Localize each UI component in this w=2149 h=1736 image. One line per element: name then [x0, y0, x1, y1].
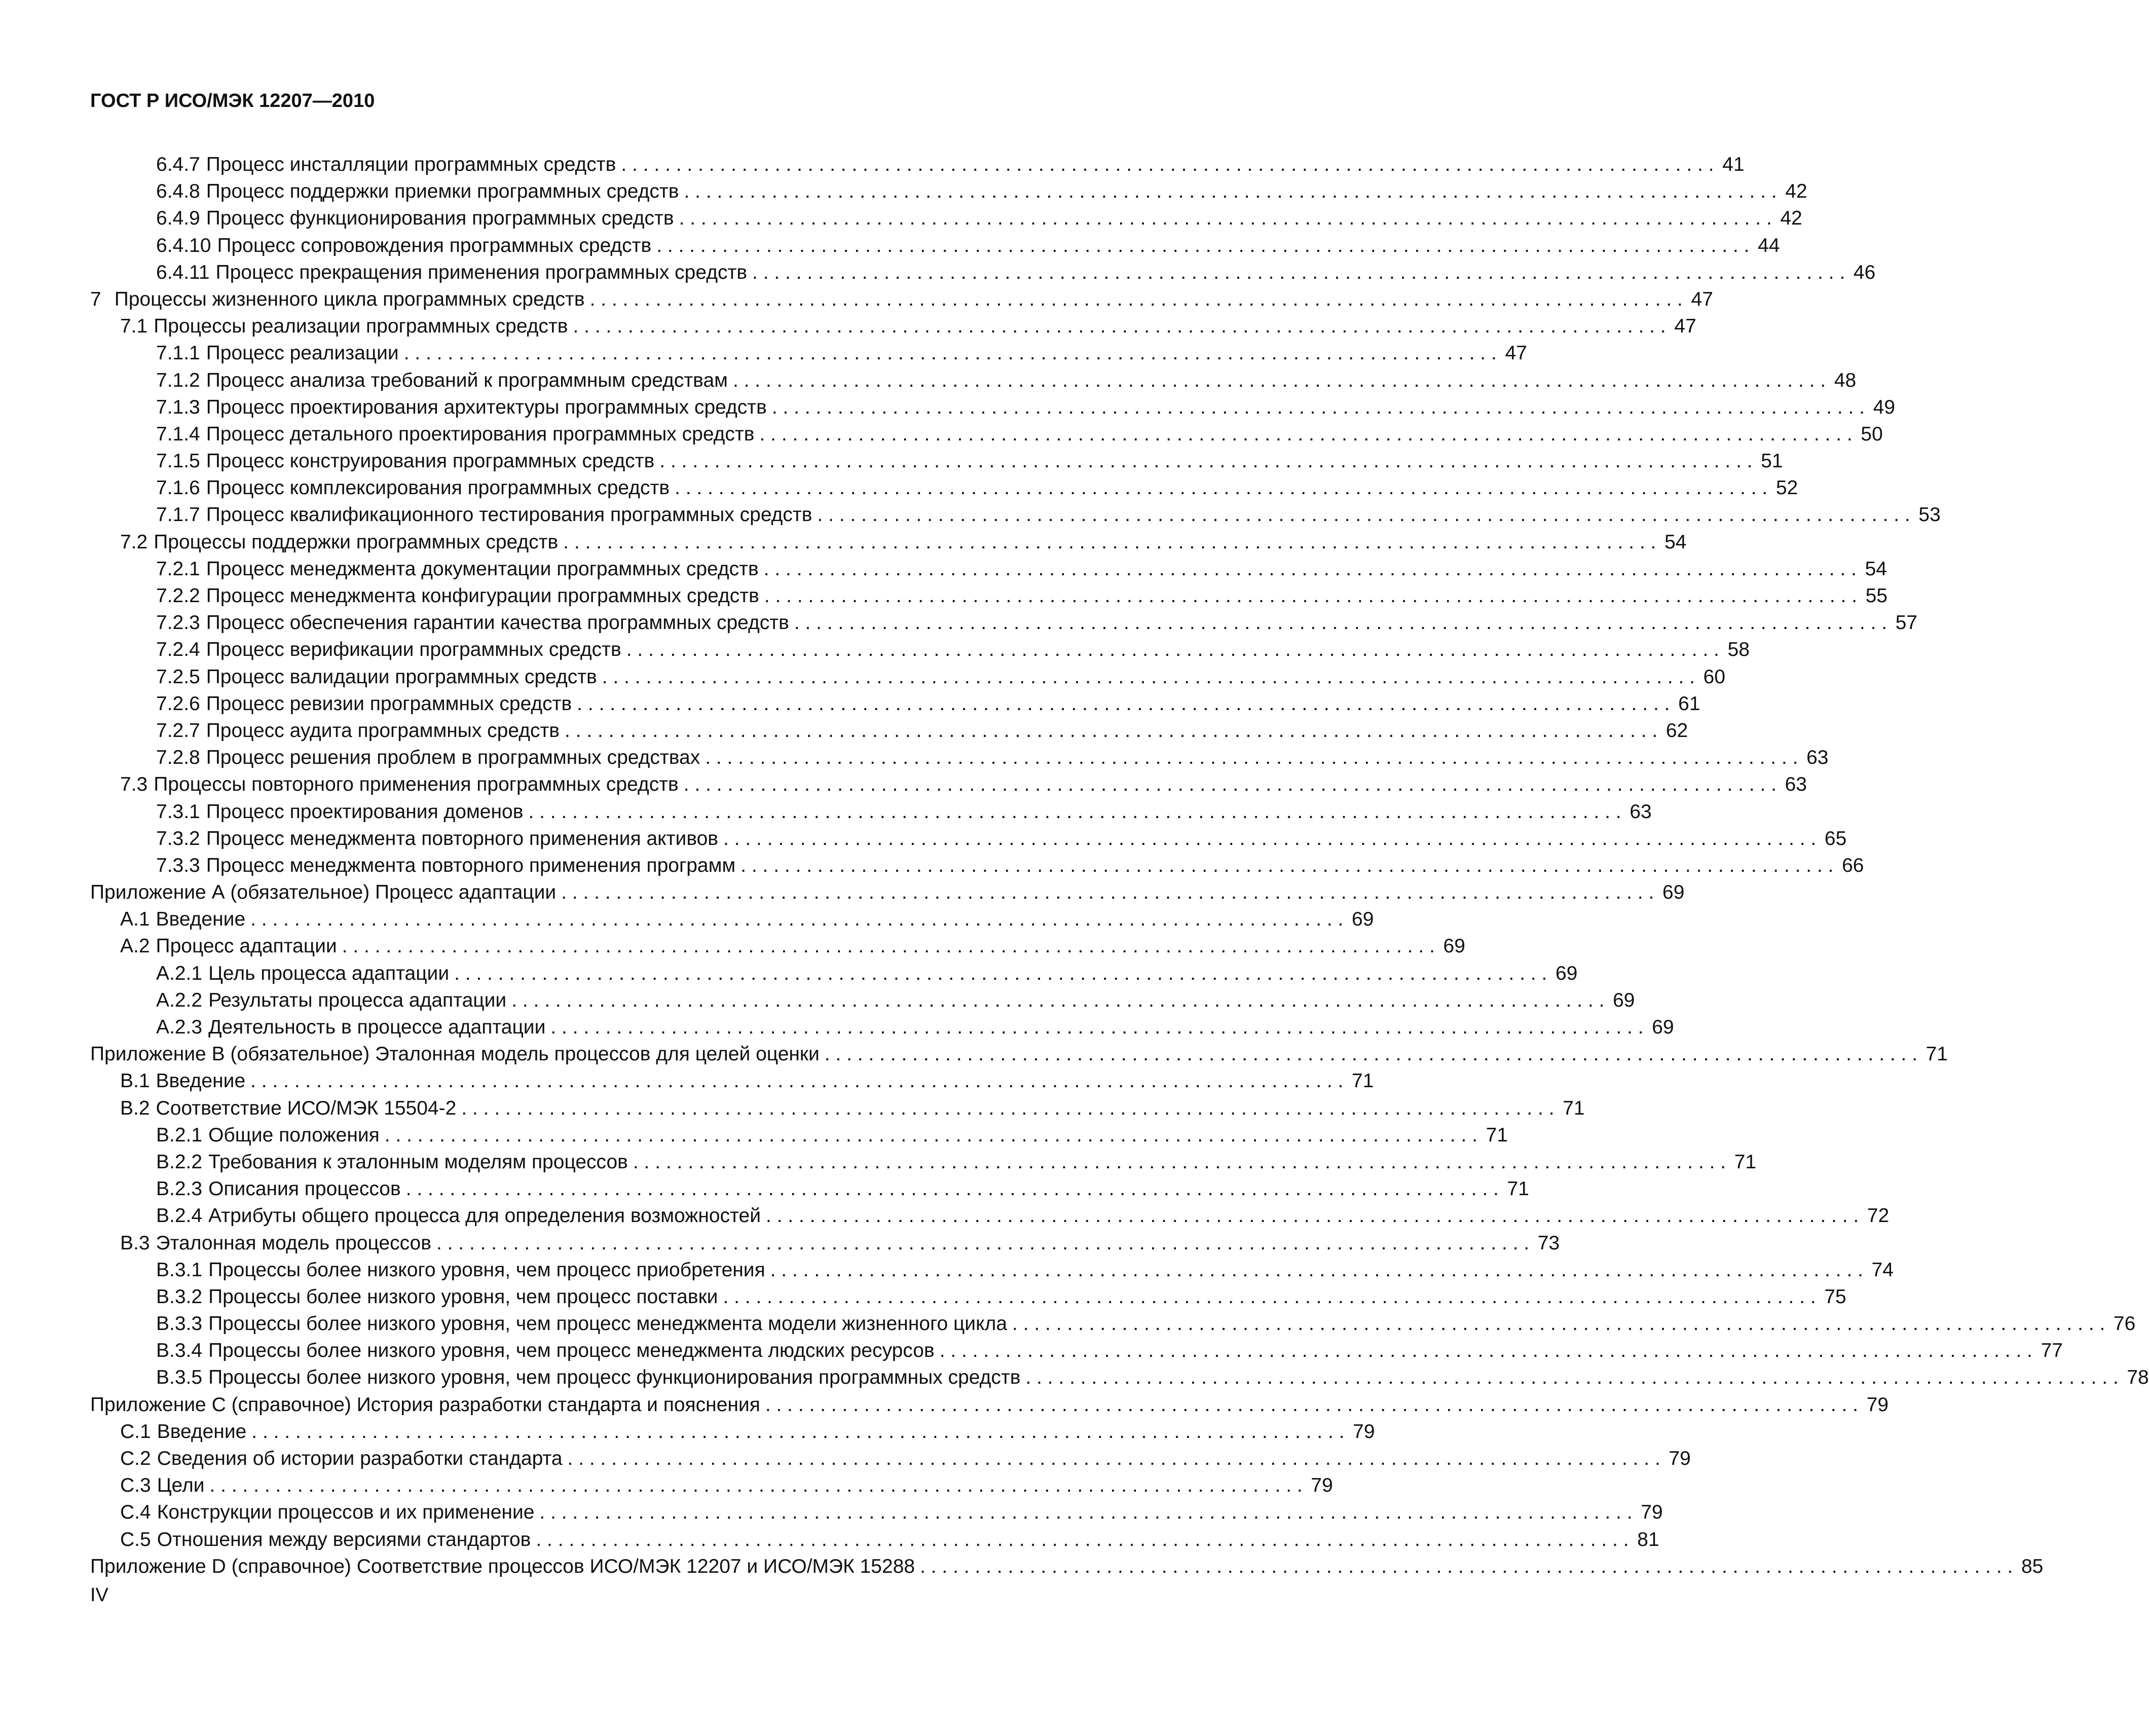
- dot-leader: [250, 906, 1343, 933]
- toc-entry-title: Процессы повторного применения программных средств: [154, 773, 679, 796]
- dot-leader: [1025, 1364, 2118, 1391]
- toc-entry-title: Процессы более низкого уровня, чем процесс менеджмента людских ресурсов: [208, 1340, 935, 1362]
- dot-leader: [1012, 1310, 2105, 1337]
- toc-entry-number: 7.2.7: [156, 719, 200, 742]
- toc-entry: [90, 744, 1829, 771]
- toc-entry-title: Приложение А (обязательное) Процесс адаптации: [90, 881, 557, 904]
- toc-entry: [90, 1283, 1846, 1310]
- toc-entry: [90, 205, 1802, 232]
- toc-entry: [90, 1526, 1659, 1553]
- dot-leader: [766, 1202, 1859, 1229]
- toc-entry-page: 54: [1865, 558, 1887, 580]
- toc-entry-title: Эталонная модель процессов: [156, 1232, 431, 1254]
- toc-entry: [90, 609, 1918, 636]
- toc-entry-number: 7.2.2: [156, 585, 200, 607]
- toc-entry-page: 74: [1871, 1259, 1894, 1281]
- toc-entry: [90, 394, 1896, 421]
- toc-entry: [90, 636, 1750, 663]
- toc-entry-number: С.1: [120, 1420, 151, 1443]
- toc-entry-page: 85: [2021, 1555, 2044, 1577]
- toc-entry-number: 6.4.11: [156, 261, 210, 283]
- dot-leader: [528, 798, 1621, 825]
- toc-entry-number: 7: [90, 288, 101, 310]
- toc-entry-number: В.3: [120, 1232, 150, 1254]
- toc-entry-title: Процессы более низкого уровня, чем процесс приобретения: [208, 1259, 765, 1281]
- toc-entry-page: 63: [1785, 773, 1807, 796]
- toc-entry: [90, 556, 1887, 582]
- toc-entry-number: 7.1.6: [156, 477, 200, 499]
- toc-entry: [90, 1095, 1585, 1122]
- toc-entry-number: С.3: [120, 1474, 151, 1497]
- toc-entry-page: 41: [1722, 154, 1745, 175]
- toc-entry-title: Отношения между версиями стандартов: [157, 1528, 531, 1550]
- toc-entry-page: 51: [1761, 450, 1783, 472]
- toc-entry-title: Процесс верификации программных средств: [206, 639, 621, 661]
- toc-entry-number: 7.2.1: [156, 558, 200, 580]
- dot-leader: [454, 960, 1547, 987]
- dot-leader: [723, 825, 1816, 852]
- toc-entry-page: 78: [2127, 1366, 2149, 1389]
- toc-entry-page: 79: [1641, 1501, 1663, 1524]
- toc-entry: [90, 340, 1527, 366]
- toc-entry-page: 75: [1824, 1285, 1846, 1308]
- dot-leader: [684, 178, 1776, 205]
- toc-entry: [90, 1067, 1374, 1094]
- dot-leader: [825, 1041, 1917, 1067]
- toc-entry: [90, 421, 1883, 448]
- dot-leader: [568, 1445, 1660, 1472]
- toc-entry-page: 81: [1637, 1528, 1659, 1550]
- toc-entry-title: Результаты процесса адаптации: [208, 989, 507, 1011]
- toc-entry-title: Описания процессов: [208, 1178, 401, 1200]
- toc-entry-number: 6.4.10: [156, 234, 211, 256]
- toc-entry-title: Приложение В (обязательное) Эталонная модель процессов для целей оценки: [90, 1043, 820, 1065]
- toc-entry-title: Процессы реализации программных средств: [154, 315, 568, 338]
- dot-leader: [675, 474, 1767, 501]
- toc-entry-title: Процесс валидации программных средств: [206, 666, 597, 688]
- toc-entry-page: 76: [2113, 1313, 2136, 1335]
- toc-entry-title: Процессы жизненного цикла программных средств: [114, 288, 585, 310]
- toc-entry: [90, 1472, 1333, 1499]
- toc-entry: [90, 1310, 2136, 1337]
- toc-entry: [90, 690, 1700, 717]
- toc-entry-page: 58: [1727, 639, 1750, 661]
- toc-entry-title: Процесс анализа требований к программным средствам: [206, 369, 728, 391]
- toc-entry: [90, 501, 1941, 528]
- toc-entry-title: Цели: [157, 1474, 205, 1497]
- toc-entry-page: 50: [1861, 423, 1883, 445]
- toc-entry-page: 47: [1674, 315, 1696, 338]
- dot-leader: [436, 1230, 1529, 1257]
- toc-entry-title: Процесс ревизии программных средств: [206, 692, 572, 715]
- toc-entry-page: 47: [1505, 342, 1527, 364]
- toc-entry-number: 7.3.1: [156, 800, 200, 823]
- toc-entry-title: Процессы более низкого уровня, чем процесс поставки: [208, 1285, 718, 1308]
- toc-entry: [90, 313, 1696, 340]
- toc-entry: [90, 1230, 1560, 1257]
- toc-entry-title: Приложение D (справочное) Соответствие процессов ИСО/МЭК 12207 и ИСО/МЭК 15288: [90, 1555, 915, 1577]
- toc-entry: [90, 1149, 1757, 1175]
- toc-entry: [90, 582, 1888, 609]
- toc-entry-title: Процессы поддержки программных средств: [154, 531, 559, 553]
- toc-entry-title: Процесс квалификационного тестирования программных средств: [206, 504, 812, 526]
- toc-entry: [90, 663, 1726, 690]
- toc-entry: [90, 367, 1857, 394]
- toc-entry-page: 49: [1873, 396, 1896, 418]
- dot-leader: [659, 448, 1752, 474]
- dot-leader: [404, 340, 1497, 366]
- toc-entry-page: 54: [1664, 531, 1687, 553]
- dot-leader: [764, 556, 1857, 582]
- dot-leader: [794, 609, 1887, 636]
- toc-entry-number: 7.2: [120, 531, 148, 553]
- toc-entry-number: А.2.1: [156, 962, 203, 984]
- toc-entry-number: В.2.4: [156, 1205, 203, 1227]
- dot-leader: [602, 663, 1695, 690]
- dot-leader: [385, 1122, 1477, 1149]
- toc-entry-page: 71: [1563, 1097, 1585, 1119]
- toc-entry-number: 7.3.2: [156, 827, 200, 849]
- dot-leader: [679, 205, 1772, 232]
- dot-leader: [684, 771, 1776, 798]
- toc-entry: [90, 232, 1780, 259]
- dot-leader: [590, 286, 1683, 313]
- toc-entry-page: 71: [1352, 1070, 1374, 1092]
- toc-entry-title: Процесс комплексирования программных средств: [206, 477, 670, 499]
- toc-entry-title: Введение: [157, 1420, 247, 1443]
- toc-entry: [90, 1364, 2149, 1391]
- toc-entry-number: В.3.2: [156, 1285, 203, 1308]
- toc-entry-title: Соответствие ИСО/МЭК 15504-2: [156, 1097, 457, 1119]
- toc-entry-title: Процесс менеджмента повторного применения программ: [206, 854, 736, 876]
- toc-entry-page: 71: [1486, 1124, 1508, 1146]
- toc-entry: [90, 717, 1688, 744]
- toc-entry-page: 60: [1703, 666, 1726, 688]
- toc-entry-number: С.4: [120, 1501, 151, 1524]
- toc-entry-number: В.3.4: [156, 1340, 203, 1362]
- dot-leader: [770, 1257, 1863, 1283]
- toc-entry-page: 71: [1507, 1178, 1529, 1200]
- table-of-contents: [90, 151, 2149, 1580]
- toc-entry-number: А.1: [120, 908, 150, 931]
- toc-entry-page: 44: [1758, 234, 1780, 256]
- toc-entry: [90, 825, 1847, 852]
- toc-entry-number: 7.3.3: [156, 854, 200, 876]
- dot-leader: [251, 1418, 1344, 1445]
- toc-entry-number: В.1: [120, 1070, 150, 1092]
- toc-entry-number: В.2.2: [156, 1151, 203, 1173]
- toc-entry-number: 6.4.7: [156, 154, 200, 175]
- toc-entry: [90, 1445, 1691, 1472]
- toc-entry: [90, 771, 1807, 798]
- toc-entry: [90, 1391, 1889, 1418]
- toc-entry-title: Процесс обеспечения гарантии качества программных средств: [206, 612, 789, 634]
- toc-entry-page: 48: [1834, 369, 1857, 391]
- toc-entry-number: 7.1.1: [156, 342, 200, 364]
- toc-entry-page: 47: [1691, 288, 1713, 310]
- toc-entry-number: 7.2.3: [156, 612, 200, 634]
- toc-entry-page: 61: [1678, 692, 1700, 715]
- toc-entry-page: 69: [1555, 962, 1578, 984]
- dot-leader: [577, 690, 1670, 717]
- dot-leader: [765, 1391, 1858, 1418]
- dot-leader: [621, 151, 1714, 178]
- toc-entry: [90, 879, 1685, 906]
- toc-entry-page: 69: [1652, 1016, 1674, 1038]
- toc-entry-number: В.2: [120, 1097, 150, 1119]
- toc-entry-page: 79: [1866, 1393, 1889, 1416]
- toc-entry-page: 71: [1925, 1043, 1948, 1065]
- dot-leader: [920, 1553, 2013, 1580]
- toc-entry-number: 7.1.7: [156, 504, 200, 526]
- toc-entry-title: Введение: [156, 1070, 246, 1092]
- dot-leader: [940, 1337, 2032, 1364]
- toc-entry-number: 7.1: [120, 315, 148, 338]
- toc-entry: [90, 529, 1687, 556]
- toc-entry-number: В.3.5: [156, 1366, 203, 1389]
- toc-entry-page: 79: [1311, 1474, 1333, 1497]
- toc-entry-number: В.3.1: [156, 1259, 203, 1281]
- toc-entry-title: Процесс менеджмента документации программных средств: [206, 558, 759, 580]
- dot-leader: [733, 367, 1826, 394]
- dot-leader: [818, 501, 1910, 528]
- toc-entry-number: 7.2.5: [156, 666, 200, 688]
- toc-entry-title: Процесс менеджмента повторного применения активов: [206, 827, 719, 849]
- dot-leader: [656, 232, 1749, 259]
- toc-entry-title: Процесс сопровождения программных средств: [217, 234, 652, 256]
- toc-entry: [90, 1014, 1674, 1041]
- toc-entry: [90, 933, 1465, 959]
- toc-entry-number: В.3.3: [156, 1313, 203, 1335]
- toc-entry-page: 53: [1918, 504, 1941, 526]
- toc-entry-title: Процесс поддержки приемки программных средств: [206, 180, 679, 203]
- toc-entry-number: 7.2.8: [156, 747, 200, 769]
- toc-entry-title: Требования к эталонным моделям процессов: [208, 1151, 628, 1173]
- toc-entry-number: С.2: [120, 1448, 151, 1469]
- toc-entry-page: 42: [1780, 207, 1802, 230]
- toc-entry-page: 62: [1665, 719, 1688, 742]
- toc-entry-title: Деятельность в процессе адаптации: [208, 1016, 546, 1038]
- dot-leader: [536, 1526, 1628, 1553]
- dot-leader: [760, 421, 1852, 448]
- toc-entry-title: Процесс адаптации: [156, 935, 337, 957]
- dot-leader: [550, 1014, 1643, 1041]
- toc-entry-page: 69: [1613, 989, 1635, 1011]
- toc-entry-number: 7.1.5: [156, 450, 200, 472]
- dot-leader: [573, 313, 1666, 340]
- toc-entry-page: 63: [1806, 747, 1829, 769]
- dot-leader: [563, 529, 1656, 556]
- toc-entry-number: 7.1.2: [156, 369, 200, 391]
- toc-entry-title: Процесс проектирования архитектуры программных средств: [206, 396, 767, 418]
- toc-entry-title: Процесс инсталляции программных средств: [206, 154, 616, 175]
- toc-entry-number: 7.2.6: [156, 692, 200, 715]
- toc-entry-number: С.5: [120, 1528, 151, 1550]
- toc-entry: [90, 1418, 1375, 1445]
- toc-entry-title: Процесс реализации: [206, 342, 399, 364]
- toc-entry: [90, 1257, 1894, 1283]
- toc-entry: [90, 1202, 1889, 1229]
- toc-entry-page: 72: [1867, 1205, 1889, 1227]
- toc-entry-page: 69: [1662, 881, 1685, 904]
- toc-entry-title: Процесс проектирования доменов: [206, 800, 524, 823]
- dot-leader: [633, 1149, 1726, 1175]
- toc-entry: [90, 1175, 1529, 1202]
- toc-entry-number: А.2.2: [156, 989, 203, 1011]
- toc-entry-number: 7.1.3: [156, 396, 200, 418]
- toc-entry-title: Процесс менеджмента конфигурации программных средств: [206, 585, 759, 607]
- toc-entry: [90, 906, 1374, 933]
- toc-entry: [90, 798, 1652, 825]
- toc-entry-page: 79: [1669, 1448, 1691, 1469]
- toc-entry: [90, 1041, 1948, 1067]
- toc-entry: [90, 960, 1578, 987]
- toc-entry-page: 71: [1734, 1151, 1757, 1173]
- toc-entry-page: 66: [1842, 854, 1864, 876]
- dot-leader: [406, 1175, 1499, 1202]
- dot-leader: [626, 636, 1719, 663]
- toc-entry-title: Процесс решения проблем в программных средствах: [206, 747, 700, 769]
- toc-entry: [90, 1122, 1508, 1149]
- toc-entry-page: 69: [1443, 935, 1465, 957]
- toc-entry-number: 7.2.4: [156, 639, 200, 661]
- toc-entry-page: 79: [1353, 1420, 1375, 1443]
- toc-entry: [90, 448, 1783, 474]
- toc-entry: [90, 178, 1807, 205]
- toc-entry-title: Сведения об истории разработки стандарта: [157, 1448, 563, 1469]
- toc-entry-page: 55: [1865, 585, 1888, 607]
- toc-entry: [90, 987, 1635, 1014]
- toc-entry-title: Приложение С (справочное) История разработки стандарта и пояснения: [90, 1393, 760, 1416]
- dot-leader: [764, 582, 1857, 609]
- dot-leader: [565, 717, 1657, 744]
- page-number: IV: [90, 1584, 108, 1606]
- toc-entry: [90, 852, 1864, 879]
- toc-entry-title: Процесс конструирования программных средств: [206, 450, 655, 472]
- toc-entry-number: В.2.3: [156, 1178, 203, 1200]
- toc-entry-number: А.2.3: [156, 1016, 203, 1038]
- toc-entry: [90, 1499, 1663, 1526]
- toc-entry-page: 52: [1775, 477, 1798, 499]
- toc-entry-page: 77: [2041, 1340, 2063, 1362]
- toc-entry-number: А.2: [120, 935, 150, 957]
- toc-entry-page: 73: [1537, 1232, 1560, 1254]
- toc-entry-title: Общие положения: [208, 1124, 380, 1146]
- toc-entry-title: Процесс прекращения применения программных средств: [215, 261, 748, 283]
- dot-leader: [461, 1095, 1554, 1122]
- toc-entry-title: Атрибуты общего процесса для определения возможностей: [208, 1205, 761, 1227]
- toc-entry-number: 7.3: [120, 773, 148, 796]
- dot-leader: [511, 987, 1604, 1014]
- toc-entry-title: Процесс функционирования программных средств: [206, 207, 674, 230]
- toc-entry-page: 65: [1824, 827, 1847, 849]
- toc-entry-title: Процессы более низкого уровня, чем процесс функционирования программных средств: [208, 1366, 1021, 1389]
- toc-entry-page: 69: [1352, 908, 1374, 931]
- toc-entry-number: В.2.1: [156, 1124, 203, 1146]
- toc-entry: [90, 1337, 2063, 1364]
- toc-entry-number: 6.4.9: [156, 207, 200, 230]
- toc-entry-number: 7.1.4: [156, 423, 200, 445]
- toc-entry-title: Введение: [156, 908, 246, 931]
- toc-entry-page: 63: [1629, 800, 1652, 823]
- dot-leader: [772, 394, 1865, 421]
- toc-entry-title: Цель процесса адаптации: [208, 962, 450, 984]
- dot-leader: [342, 933, 1435, 959]
- toc-entry-title: Процесс детального проектирования программных средств: [206, 423, 755, 445]
- toc-entry: [90, 259, 1876, 286]
- toc-entry-title: Конструкции процессов и их применение: [157, 1501, 535, 1524]
- toc-entry-number: 6.4.8: [156, 180, 200, 203]
- dot-leader: [752, 259, 1845, 286]
- toc-entry-title: Процессы более низкого уровня, чем процесс менеджмента модели жизненного цикла: [208, 1313, 1008, 1335]
- dot-leader: [705, 744, 1798, 771]
- dot-leader: [210, 1472, 1303, 1499]
- dot-leader: [740, 852, 1833, 879]
- dot-leader: [539, 1499, 1632, 1526]
- document-header: ГОСТ Р ИСО/МЭК 12207—2010: [90, 90, 375, 112]
- toc-entry: [90, 474, 1798, 501]
- toc-entry: [90, 286, 1713, 313]
- toc-entry-page: 57: [1895, 612, 1918, 634]
- dot-leader: [723, 1283, 1815, 1310]
- toc-entry-page: 46: [1853, 261, 1876, 283]
- dot-leader: [250, 1067, 1343, 1094]
- toc-entry-page: 42: [1785, 180, 1807, 203]
- toc-entry-title: Процесс аудита программных средств: [206, 719, 560, 742]
- toc-entry: [90, 1553, 2044, 1580]
- dot-leader: [561, 879, 1654, 906]
- toc-entry: [90, 151, 1745, 178]
